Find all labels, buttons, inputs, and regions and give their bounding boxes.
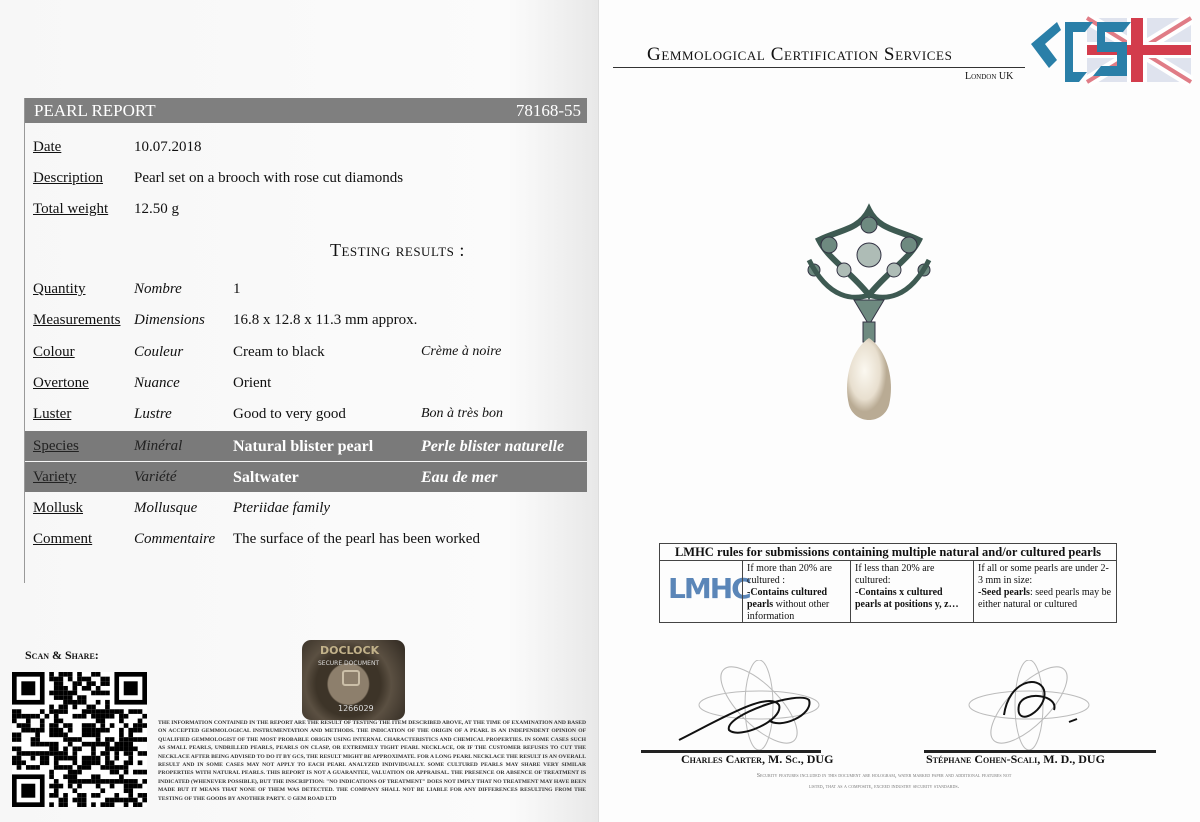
- rule-rest: : seed pearls may be either natural or cultured: [978, 587, 1112, 610]
- lmhc-logo: LMHC: [668, 572, 750, 605]
- result-label: Comment: [33, 531, 93, 548]
- field-value: 10.07.2018: [134, 139, 202, 155]
- result-value-french: Eau de mer: [421, 468, 498, 486]
- report-field: [25, 132, 587, 162]
- title-rule: [613, 67, 1025, 68]
- result-label: Luster: [33, 406, 72, 423]
- lmhc-rule: [973, 561, 1117, 622]
- disclaimer-text: THE INFORMATION CONTAINED IN THE REPORT ARE THE RESULT OF TESTING THE ITEM DESCRIBED ABOVE, AT THE TIME OF EXAMINATION AND BASED ON ACCEPTED GEMMOLOGICAL INSTRUMENTATION AND METHODS. THE INDICATION OF THE ORIGIN OF A PEARL IS AN INDEPENDENT OPINION OF QUALIFIED GEMMOLOGIST OF THE MOST PROBABLE ORIGIN USING INTERNAL CHARACTERISTICS AND CHEMICAL PROPERTIES. IN SOME CASES SUCH AS SMALL PEARLS, UNDRILLED PEARLS, PEARLS ON CLASP, OR EXTREMELY TIGHT PEARL NECKLACE, OR IF THE CUSTOMER REFUSES TO CUT THE NECKLACE AFTER BEING ADVISED TO DO IT BY GCS, THE RESULT MIGHT BE APPROXIMATE. FOR A LONG PEARL NECKLACE THE RESULT IS AN OVERALL RESULT AND IN SOME CASES MAY NOT APPLY TO EACH PEARL ANALYZED INDIVIDUALLY. SOME CULTURED PEARLS MAY SHARE VERY SIMILAR PROPERTIES WITH NATURAL PEARLS. THIS REPORT IS NOT A GUARANTEE, VALUATION OR APPRAISAL. THE PRESENCE OR ABSENCE OF TREATMENT IS INDICATED (WHENEVER POSSIBLE), BUT THE INSCRIPTION: "NO INDICATIONS OF TREATMENT" DOES NOT IMPLY THAT NO TREATMENT MAY HAVE BEEN MADE BUT IT MEANS THAT NONE OF THEM WAS DETECTED. THE COMPANY SHALL NOT BE LIABLE FOR ANY DIFFERENCES RESULTING FROM THE TESTING OF THE GOODS BY ANOTHER PARTY. © GEM ROAD LTD: [158, 720, 586, 802]
- result-row: [25, 305, 587, 335]
- rule-rest: without other information: [747, 599, 830, 622]
- rule-bold: -Contains cultured pearls: [747, 587, 828, 610]
- lmhc-rule: [742, 561, 850, 622]
- rule-intro: If less than 20% are cultured:: [855, 563, 935, 586]
- result-label-french: Lustre: [134, 406, 172, 423]
- padlock-icon: [342, 670, 360, 686]
- scan-share-label: Scan & Share:: [25, 648, 99, 662]
- field-value: Pearl set on a brooch with rose cut diamonds: [134, 170, 404, 186]
- result-label-french: Dimensions: [134, 312, 205, 329]
- security-note: Security features included in this document are hologram, water marked paper and additional features not listed, that as a composite, exceed industry security standards.: [756, 773, 1012, 790]
- result-value: Pteriidae family: [233, 500, 331, 517]
- signatures: [659, 660, 1139, 755]
- report-number: 78168-55: [515, 101, 581, 120]
- pearl-report-page: [0, 0, 598, 822]
- result-row: [25, 462, 587, 492]
- result-label: Measurements: [33, 312, 121, 329]
- lmhc-rule: [850, 561, 973, 622]
- result-value: Saltwater: [233, 468, 299, 486]
- result-value: The surface of the pearl has been worked: [233, 531, 480, 548]
- result-label: Colour: [33, 343, 75, 360]
- result-value: 16.8 x 12.8 x 11.3 mm approx.: [233, 312, 418, 329]
- field-label: Total weight: [33, 201, 109, 217]
- hologram-text: SECURE DOCUMENT: [318, 660, 380, 667]
- result-value-french: Crème à noire: [421, 343, 502, 359]
- report-header-bar: [25, 98, 587, 123]
- pearl: [847, 338, 891, 420]
- result-label: Mollusk: [33, 500, 84, 517]
- brooch-image: [799, 200, 939, 435]
- rule-bold: -Seed pearls: [978, 587, 1030, 598]
- result-label: Species: [33, 437, 79, 454]
- result-row: [25, 493, 587, 523]
- result-label: Overtone: [33, 374, 89, 391]
- hologram-seal: [302, 640, 405, 720]
- result-value: Orient: [233, 374, 272, 391]
- rule-bold: -Contains x cultured pearls at positions y, z…: [855, 587, 959, 610]
- field-label: Date: [33, 139, 62, 155]
- result-label: Quantity: [33, 281, 86, 297]
- result-value: Good to very good: [233, 406, 346, 423]
- result-value: Cream to black: [233, 343, 325, 360]
- certifier-name: Gemmological Certification Services: [647, 44, 953, 65]
- result-value-french: Bon à très bon: [421, 406, 504, 422]
- testing-results-title: Testing results :: [330, 240, 465, 260]
- result-label-french: Commentaire: [134, 531, 216, 548]
- report-field: [25, 194, 587, 224]
- lmhc-title: LMHC rules for submissions containing multiple natural and/or cultured pearls: [660, 544, 1116, 561]
- result-row: [25, 399, 587, 429]
- field-value: 12.50 g: [134, 201, 179, 217]
- report-title: PEARL REPORT: [34, 101, 156, 120]
- hologram-serial: 1266029: [338, 704, 374, 713]
- hologram-brand: DOCLOCK: [320, 644, 380, 657]
- report-field: [25, 163, 587, 193]
- result-value: Natural blister pearl: [233, 437, 374, 455]
- result-label-french: Minéral: [134, 437, 183, 454]
- rule-intro: If all or some pearls are under 2-3 mm in size:: [978, 563, 1109, 586]
- field-label: Description: [33, 170, 103, 186]
- rule-intro: If more than 20% are cultured :: [747, 563, 832, 586]
- result-label-french: Variété: [134, 468, 177, 485]
- result-row: [25, 368, 587, 398]
- result-label-french: Nuance: [134, 374, 180, 391]
- result-row: [25, 274, 587, 304]
- result-row: [25, 431, 587, 461]
- gcs-logo: [1027, 14, 1193, 86]
- result-label-french: Nombre: [134, 281, 182, 297]
- result-label-french: Couleur: [134, 343, 184, 360]
- signatory-1: Charles Carter, M. Sc., DUG: [681, 752, 834, 766]
- result-value-french: Perle blister naturelle: [421, 437, 565, 455]
- result-row: [25, 337, 587, 367]
- result-row: [25, 524, 587, 554]
- result-label-french: Mollusque: [134, 500, 198, 517]
- result-value: 1: [233, 281, 241, 297]
- result-label: Variety: [33, 468, 77, 485]
- signatory-2: Stéphane Cohen-Scali, M. D., DUG: [926, 752, 1105, 766]
- certificate-page: [598, 0, 1200, 822]
- qr-code[interactable]: [12, 672, 147, 807]
- certifier-location: London UK: [965, 71, 1014, 82]
- lmhc-rules-box: [659, 543, 1117, 623]
